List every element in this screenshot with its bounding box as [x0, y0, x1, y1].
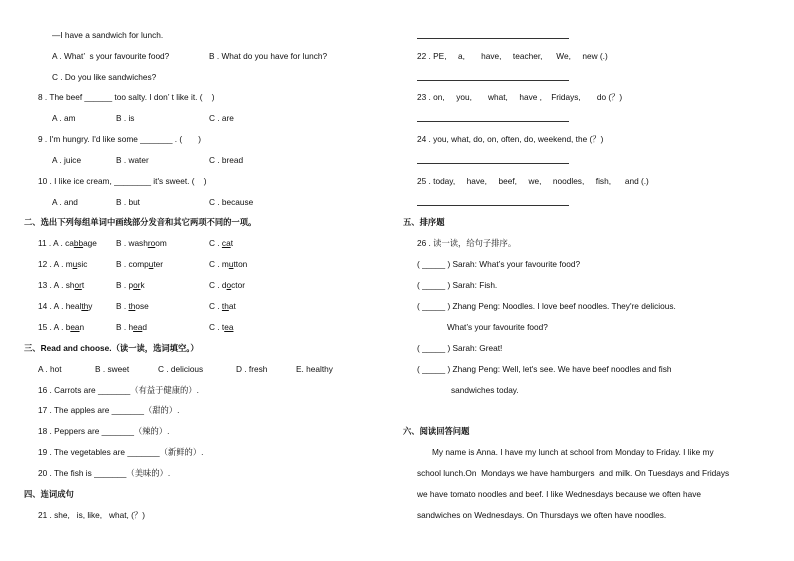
- word-option-d: D . fresh: [236, 364, 268, 374]
- word-part: t: [81, 280, 85, 290]
- dialogue-line: ( _____ ) Zhang Peng: Noodles. I love beef noodles. They're delicious.: [417, 301, 676, 311]
- word-part: b: [65, 322, 71, 332]
- section3-heading: 三、Read and choose.（读一读，选词填空。）: [24, 343, 199, 353]
- word-part: C . t: [209, 322, 225, 332]
- q9-option-c: C . bread: [209, 155, 244, 165]
- word-part: ose: [135, 301, 149, 311]
- word-part: ca: [65, 238, 74, 248]
- dialogue-line: ( _____ ) Sarah: What’s your favourite food?: [417, 259, 581, 269]
- word-part: ctor: [231, 280, 245, 290]
- word-part: heal: [65, 301, 82, 311]
- word-option-a: A . hot: [38, 364, 62, 374]
- word-part: sic: [77, 259, 88, 269]
- q21: 21 . she, is, like, what, (？): [38, 510, 145, 520]
- dialogue-line-cont: What’s your favourite food?: [447, 322, 548, 332]
- word-part: d: [142, 322, 147, 332]
- underlined-part: o: [226, 280, 232, 290]
- answer-line: [417, 121, 569, 122]
- row-number: 11 . A .: [38, 238, 66, 248]
- dialogue-line: ( _____ ) Sarah: Fish.: [417, 280, 498, 290]
- underlined-part: u: [148, 259, 154, 269]
- q17: 17 . The apples are _______（甜的）.: [38, 405, 180, 415]
- word-part: B .: [116, 301, 129, 311]
- q10-option-b: B . but: [116, 197, 140, 207]
- q25: 25 . today, have, beef, we, noodles, fish, and (.): [417, 176, 649, 186]
- q22: 22 . PE, a, have, teacher, We, new (.): [417, 51, 608, 61]
- underlined-part: or: [74, 280, 82, 290]
- word-part: tton: [233, 259, 248, 269]
- word-part: C . m: [209, 259, 229, 269]
- q10-stem: 10 . I like ice cream, ________ it's sweet. ( ): [38, 176, 207, 186]
- q7-option-b: B . What do you have for lunch?: [209, 51, 328, 61]
- passage-line: school lunch.On Mondays we have hamburgers and milk. On Tuesdays and Fridays: [417, 468, 730, 478]
- q8-option-c: C . are: [209, 113, 234, 123]
- word-part: k: [140, 280, 145, 290]
- underlined-part: ro: [147, 238, 156, 248]
- word-part: y: [88, 301, 93, 311]
- row-number: 14 . A .: [38, 301, 66, 311]
- q8-option-b: B . is: [116, 113, 135, 123]
- passage-line: My name is Anna. I have my lunch at school from Monday to Friday. I like my: [432, 447, 714, 457]
- q10-option-a: A . and: [52, 197, 78, 207]
- underlined-part: ca: [221, 238, 231, 248]
- word-part: B . comp: [116, 259, 149, 269]
- section2-heading: 二、选出下列每组单词中画线部分发音和其它两项不同的一项。: [24, 217, 257, 227]
- answer-line: [417, 163, 569, 164]
- word-part: C .: [209, 238, 222, 248]
- q24: 24 . you, what, do, on, often, do, weekend, the (？): [417, 134, 604, 144]
- dialogue-line: ( _____ ) Sarah: Great!: [417, 343, 503, 353]
- section5-heading: 五、排序题: [403, 217, 445, 227]
- q10-option-c: C . because: [209, 197, 254, 207]
- q9-option-a: A . juice: [52, 155, 82, 165]
- underlined-part: ea: [133, 322, 143, 332]
- answer-line: [417, 80, 569, 81]
- underlined-part: u: [72, 259, 78, 269]
- word-part: C . d: [209, 280, 227, 290]
- section6-heading: 六、阅读回答问题: [403, 426, 470, 436]
- q9-stem: 9 . I'm hungry. I'd like some _______ . ( ): [38, 134, 202, 144]
- q20: 20 . The fish is _______（美味的）.: [38, 468, 171, 478]
- word-part: ter: [153, 259, 164, 269]
- q26-instruction: 26 . 读一读，给句子排序。: [417, 238, 517, 248]
- q7-option-c: C . Do you like sandwiches?: [52, 72, 157, 82]
- underlined-part: u: [228, 259, 234, 269]
- underlined-part: or: [133, 280, 141, 290]
- word-option-e: E. healthy: [296, 364, 333, 374]
- word-part: C .: [209, 301, 222, 311]
- word-part: sh: [65, 280, 75, 290]
- dialogue-line: ( _____ ) Zhang Peng: Well, let's see. We have beef noodles and fish: [417, 364, 672, 374]
- q8-stem: 8 . The beef ______ too salty. I don’ t like it. ( ): [38, 92, 215, 102]
- word-option-c: C . delicious: [158, 364, 204, 374]
- word-option-b: B . sweet: [95, 364, 130, 374]
- answer-line: [417, 205, 569, 206]
- passage-line: we have tomato noodles and beef. I like Wednesdays because we often have: [417, 489, 701, 499]
- passage-line: sandwiches on Wednesdays. On Thursdays we often have noodles.: [417, 510, 667, 520]
- word-part: B . p: [116, 280, 134, 290]
- word-part: m: [65, 259, 73, 269]
- word-part: n: [79, 322, 85, 332]
- word-part: t: [230, 238, 233, 248]
- word-part: om: [155, 238, 167, 248]
- q18: 18 . Peppers are _______（辣的）.: [38, 426, 170, 436]
- q7-answer-line: —I have a sandwich for lunch.: [52, 30, 164, 40]
- q7-option-a: A . What’ s your favourite food?: [52, 51, 170, 61]
- underlined-part: th: [221, 301, 229, 311]
- underlined-part: th: [128, 301, 136, 311]
- q23: 23 . on, you, what, have , Fridays, do (？): [417, 92, 623, 102]
- underlined-part: bb: [73, 238, 84, 248]
- row-number: 12 . A .: [38, 259, 66, 269]
- row-number: 13 . A .: [38, 280, 66, 290]
- word-part: B . h: [116, 322, 134, 332]
- section4-heading: 四、连词成句: [24, 489, 74, 499]
- word-part: age: [83, 238, 97, 248]
- word-part: B . wash: [116, 238, 148, 248]
- q8-option-a: A . am: [52, 113, 76, 123]
- q19: 19 . The vegetables are _______（新鲜的）.: [38, 447, 204, 457]
- q16: 16 . Carrots are _______（有益于健康的）.: [38, 385, 199, 395]
- q9-option-b: B . water: [116, 155, 149, 165]
- underlined-part: ea: [224, 322, 234, 332]
- word-part: at: [228, 301, 236, 311]
- underlined-part: ea: [70, 322, 80, 332]
- underlined-part: th: [81, 301, 89, 311]
- dialogue-line-cont: sandwiches today.: [451, 385, 519, 395]
- row-number: 15 . A .: [38, 322, 66, 332]
- answer-line: [417, 38, 569, 39]
